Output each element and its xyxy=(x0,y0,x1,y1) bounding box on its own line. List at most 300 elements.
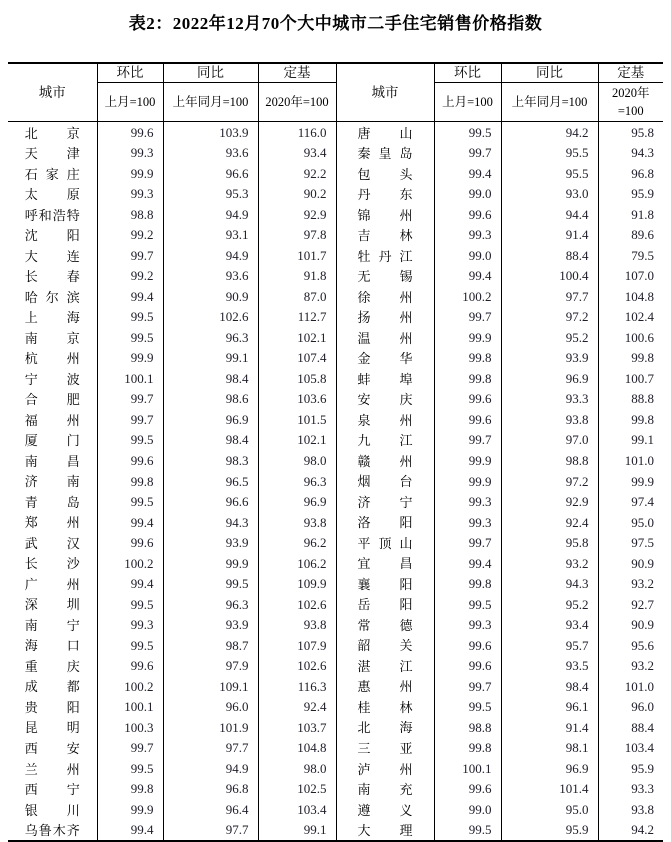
table-row xyxy=(8,820,663,842)
city-name: 沈阳 xyxy=(24,228,80,244)
yoy-value-right: 93.4 xyxy=(501,614,598,635)
city-name: 厦门 xyxy=(24,433,80,449)
fixed-value-right: 95.9 xyxy=(598,758,663,779)
price-index-table xyxy=(8,62,663,842)
yoy-value-right: 93.2 xyxy=(501,553,598,574)
yoy-value-left: 93.9 xyxy=(163,614,258,635)
city-name: 金华 xyxy=(357,351,413,367)
yoy-value-right: 95.7 xyxy=(501,635,598,656)
city-cell-right xyxy=(336,163,434,184)
yoy-value-right: 92.4 xyxy=(501,512,598,533)
city-cell-left xyxy=(8,163,97,184)
table-row xyxy=(8,327,663,348)
city-cell-right xyxy=(336,635,434,656)
header-yoy-left: 同比 xyxy=(163,63,258,83)
mom-value-left: 99.7 xyxy=(97,245,163,266)
city-name: 南京 xyxy=(24,330,80,346)
city-cell-right xyxy=(336,799,434,820)
fixed-value-right: 93.3 xyxy=(598,779,663,800)
fixed-value-left: 92.4 xyxy=(258,696,336,717)
mom-value-right: 99.0 xyxy=(434,245,501,266)
fixed-value-left: 96.3 xyxy=(258,471,336,492)
city-name: 银川 xyxy=(24,802,80,818)
yoy-value-right: 101.4 xyxy=(501,779,598,800)
city-cell-left xyxy=(8,327,97,348)
yoy-value-left: 96.3 xyxy=(163,327,258,348)
mom-value-left: 99.2 xyxy=(97,225,163,246)
city-cell-left xyxy=(8,430,97,451)
fixed-value-left: 91.8 xyxy=(258,266,336,287)
mom-value-left: 99.6 xyxy=(97,532,163,553)
city-name: 天津 xyxy=(24,146,80,162)
city-name: 南昌 xyxy=(24,453,80,469)
city-name: 北京 xyxy=(24,125,80,141)
fixed-value-left: 101.5 xyxy=(258,409,336,430)
header-yoy-base-right: 上年同月=100 xyxy=(501,83,598,122)
table-row xyxy=(8,450,663,471)
header-mom-base-left: 上月=100 xyxy=(97,83,163,122)
table-row xyxy=(8,696,663,717)
yoy-value-left: 97.7 xyxy=(163,737,258,758)
yoy-value-right: 93.3 xyxy=(501,389,598,410)
city-name: 包头 xyxy=(357,166,413,182)
yoy-value-left: 93.1 xyxy=(163,225,258,246)
mom-value-right: 99.5 xyxy=(434,820,501,842)
fixed-value-left: 93.4 xyxy=(258,143,336,164)
mom-value-left: 99.3 xyxy=(97,614,163,635)
mom-value-right: 99.4 xyxy=(434,163,501,184)
city-name: 深圳 xyxy=(24,597,80,613)
city-cell-right xyxy=(336,266,434,287)
header-city-right: 城市 xyxy=(336,63,434,122)
city-cell-left xyxy=(8,799,97,820)
mom-value-left: 99.7 xyxy=(97,409,163,430)
mom-value-left: 99.3 xyxy=(97,184,163,205)
city-cell-right xyxy=(336,450,434,471)
yoy-value-right: 93.8 xyxy=(501,409,598,430)
mom-value-right: 99.8 xyxy=(434,348,501,369)
yoy-value-right: 95.5 xyxy=(501,163,598,184)
fixed-value-left: 92.2 xyxy=(258,163,336,184)
table-row xyxy=(8,286,663,307)
yoy-value-right: 96.9 xyxy=(501,758,598,779)
city-name: 长沙 xyxy=(24,556,80,572)
fixed-value-left: 105.8 xyxy=(258,368,336,389)
city-cell-left xyxy=(8,122,97,143)
table-row xyxy=(8,266,663,287)
city-cell-right xyxy=(336,368,434,389)
mom-value-left: 99.5 xyxy=(97,491,163,512)
city-cell-right xyxy=(336,614,434,635)
city-cell-right xyxy=(336,471,434,492)
city-cell-right xyxy=(336,430,434,451)
yoy-value-right: 98.1 xyxy=(501,737,598,758)
city-cell-left xyxy=(8,655,97,676)
table-row xyxy=(8,676,663,697)
header-mom-left: 环比 xyxy=(97,63,163,83)
city-name: 丹东 xyxy=(357,187,413,203)
yoy-value-right: 95.2 xyxy=(501,594,598,615)
city-name: 济宁 xyxy=(357,494,413,510)
mom-value-right: 99.8 xyxy=(434,573,501,594)
city-cell-right xyxy=(336,512,434,533)
fixed-value-left: 90.2 xyxy=(258,184,336,205)
mom-value-left: 99.6 xyxy=(97,450,163,471)
city-cell-right xyxy=(336,696,434,717)
mom-value-left: 99.2 xyxy=(97,266,163,287)
fixed-value-left: 92.9 xyxy=(258,204,336,225)
table-row xyxy=(8,512,663,533)
mom-value-right: 99.6 xyxy=(434,655,501,676)
yoy-value-left: 94.9 xyxy=(163,245,258,266)
fixed-value-left: 98.0 xyxy=(258,450,336,471)
mom-value-right: 99.7 xyxy=(434,307,501,328)
yoy-value-right: 97.2 xyxy=(501,471,598,492)
fixed-value-left: 102.1 xyxy=(258,327,336,348)
city-cell-left xyxy=(8,573,97,594)
table-row xyxy=(8,799,663,820)
city-name: 韶关 xyxy=(357,638,413,654)
mom-value-right: 99.4 xyxy=(434,266,501,287)
fixed-value-left: 104.8 xyxy=(258,737,336,758)
city-cell-left xyxy=(8,266,97,287)
city-cell-left xyxy=(8,512,97,533)
city-name: 哈尔滨 xyxy=(24,289,80,305)
table-header xyxy=(8,63,663,122)
yoy-value-right: 95.9 xyxy=(501,820,598,842)
mom-value-left: 99.4 xyxy=(97,286,163,307)
yoy-value-left: 103.9 xyxy=(163,122,258,143)
city-name: 三亚 xyxy=(357,740,413,756)
mom-value-left: 99.4 xyxy=(97,573,163,594)
city-name: 长春 xyxy=(24,269,80,285)
city-name: 大理 xyxy=(357,823,413,839)
fixed-value-right: 100.7 xyxy=(598,368,663,389)
table-title: 表2：2022年12月70个大中城市二手住宅销售价格指数 xyxy=(128,14,543,33)
fixed-value-right: 88.8 xyxy=(598,389,663,410)
yoy-value-left: 94.3 xyxy=(163,512,258,533)
city-cell-right xyxy=(336,491,434,512)
header-fixed-right: 定基 xyxy=(598,63,663,83)
fixed-value-right: 88.4 xyxy=(598,717,663,738)
mom-value-left: 99.3 xyxy=(97,143,163,164)
mom-value-left: 100.2 xyxy=(97,553,163,574)
header-fixed-left: 定基 xyxy=(258,63,336,83)
yoy-value-left: 98.3 xyxy=(163,450,258,471)
city-cell-left xyxy=(8,635,97,656)
fixed-value-right: 95.9 xyxy=(598,184,663,205)
city-name: 贵阳 xyxy=(24,699,80,715)
fixed-value-left: 107.4 xyxy=(258,348,336,369)
fixed-value-right: 95.0 xyxy=(598,512,663,533)
city-cell-right xyxy=(336,389,434,410)
yoy-value-left: 96.0 xyxy=(163,696,258,717)
yoy-value-right: 97.2 xyxy=(501,307,598,328)
city-name: 呼和浩特 xyxy=(24,207,80,223)
mom-value-right: 100.1 xyxy=(434,758,501,779)
yoy-value-right: 96.1 xyxy=(501,696,598,717)
city-name: 桂林 xyxy=(357,699,413,715)
city-cell-right xyxy=(336,409,434,430)
table-row xyxy=(8,717,663,738)
city-cell-left xyxy=(8,614,97,635)
yoy-value-right: 95.8 xyxy=(501,532,598,553)
fixed-value-right: 99.8 xyxy=(598,348,663,369)
city-name: 九江 xyxy=(357,433,413,449)
fixed-value-left: 96.2 xyxy=(258,532,336,553)
yoy-value-left: 90.9 xyxy=(163,286,258,307)
fixed-value-left: 102.1 xyxy=(258,430,336,451)
mom-value-right: 99.6 xyxy=(434,204,501,225)
yoy-value-right: 93.5 xyxy=(501,655,598,676)
mom-value-right: 99.3 xyxy=(434,491,501,512)
city-cell-left xyxy=(8,225,97,246)
mom-value-right: 99.9 xyxy=(434,471,501,492)
city-cell-right xyxy=(336,594,434,615)
city-cell-left xyxy=(8,553,97,574)
city-cell-left xyxy=(8,204,97,225)
header-row-2 xyxy=(8,83,663,122)
mom-value-right: 99.5 xyxy=(434,594,501,615)
mom-value-left: 100.2 xyxy=(97,676,163,697)
mom-value-right: 99.3 xyxy=(434,225,501,246)
city-cell-right xyxy=(336,348,434,369)
yoy-value-right: 100.4 xyxy=(501,266,598,287)
yoy-value-left: 109.1 xyxy=(163,676,258,697)
fixed-value-right: 95.8 xyxy=(598,122,663,143)
fixed-value-left: 103.6 xyxy=(258,389,336,410)
header-city-left: 城市 xyxy=(8,63,97,122)
yoy-value-left: 96.4 xyxy=(163,799,258,820)
city-name: 温州 xyxy=(357,330,413,346)
fixed-value-left: 109.9 xyxy=(258,573,336,594)
mom-value-left: 99.6 xyxy=(97,655,163,676)
city-name: 海口 xyxy=(24,638,80,654)
city-name: 常德 xyxy=(357,617,413,633)
city-name: 乌鲁木齐 xyxy=(24,823,80,839)
city-name: 宜昌 xyxy=(357,556,413,572)
table-row xyxy=(8,143,663,164)
city-name: 上海 xyxy=(24,310,80,326)
city-cell-right xyxy=(336,532,434,553)
mom-value-right: 100.2 xyxy=(434,286,501,307)
fixed-value-right: 102.4 xyxy=(598,307,663,328)
fixed-value-left: 103.7 xyxy=(258,717,336,738)
mom-value-right: 99.3 xyxy=(434,512,501,533)
mom-value-right: 99.7 xyxy=(434,430,501,451)
mom-value-right: 99.3 xyxy=(434,614,501,635)
fixed-value-right: 89.6 xyxy=(598,225,663,246)
city-name: 扬州 xyxy=(357,310,413,326)
yoy-value-left: 95.3 xyxy=(163,184,258,205)
yoy-value-right: 93.0 xyxy=(501,184,598,205)
mom-value-left: 99.5 xyxy=(97,327,163,348)
mom-value-right: 99.4 xyxy=(434,553,501,574)
yoy-value-left: 96.5 xyxy=(163,471,258,492)
city-name: 徐州 xyxy=(357,289,413,305)
city-name: 昆明 xyxy=(24,720,80,736)
mom-value-right: 99.0 xyxy=(434,799,501,820)
yoy-value-left: 96.6 xyxy=(163,163,258,184)
yoy-value-right: 98.4 xyxy=(501,676,598,697)
city-cell-right xyxy=(336,655,434,676)
yoy-value-right: 94.3 xyxy=(501,573,598,594)
city-cell-left xyxy=(8,368,97,389)
mom-value-left: 99.5 xyxy=(97,758,163,779)
fixed-value-right: 99.1 xyxy=(598,430,663,451)
fixed-value-left: 112.7 xyxy=(258,307,336,328)
city-cell-right xyxy=(336,758,434,779)
fixed-value-right: 103.4 xyxy=(598,737,663,758)
mom-value-right: 99.6 xyxy=(434,635,501,656)
city-cell-left xyxy=(8,245,97,266)
city-cell-right xyxy=(336,327,434,348)
fixed-value-right: 107.0 xyxy=(598,266,663,287)
mom-value-left: 99.4 xyxy=(97,512,163,533)
mom-value-left: 99.8 xyxy=(97,471,163,492)
table-row xyxy=(8,389,663,410)
city-name: 石家庄 xyxy=(24,166,80,182)
city-name: 大连 xyxy=(24,248,80,264)
mom-value-left: 99.7 xyxy=(97,389,163,410)
city-name: 杭州 xyxy=(24,351,80,367)
mom-value-right: 99.7 xyxy=(434,676,501,697)
yoy-value-left: 102.6 xyxy=(163,307,258,328)
table-row xyxy=(8,737,663,758)
city-name: 福州 xyxy=(24,412,80,428)
yoy-value-left: 96.6 xyxy=(163,491,258,512)
fixed-value-right: 91.8 xyxy=(598,204,663,225)
city-name: 宁波 xyxy=(24,371,80,387)
fixed-value-left: 98.0 xyxy=(258,758,336,779)
mom-value-left: 99.5 xyxy=(97,635,163,656)
mom-value-left: 100.1 xyxy=(97,696,163,717)
fixed-value-right: 92.7 xyxy=(598,594,663,615)
mom-value-right: 99.6 xyxy=(434,389,501,410)
yoy-value-right: 95.2 xyxy=(501,327,598,348)
table-row xyxy=(8,368,663,389)
mom-value-left: 99.5 xyxy=(97,594,163,615)
table-body xyxy=(8,122,663,842)
yoy-value-right: 97.0 xyxy=(501,430,598,451)
city-cell-left xyxy=(8,758,97,779)
mom-value-right: 99.6 xyxy=(434,779,501,800)
city-cell-right xyxy=(336,184,434,205)
city-name: 遵义 xyxy=(357,802,413,818)
city-cell-right xyxy=(336,553,434,574)
table-row xyxy=(8,553,663,574)
header-mom-right: 环比 xyxy=(434,63,501,83)
yoy-value-left: 99.9 xyxy=(163,553,258,574)
yoy-value-right: 94.2 xyxy=(501,122,598,143)
yoy-value-right: 96.9 xyxy=(501,368,598,389)
yoy-value-left: 96.3 xyxy=(163,594,258,615)
header-yoy-right: 同比 xyxy=(501,63,598,83)
fixed-value-left: 97.8 xyxy=(258,225,336,246)
table-row xyxy=(8,779,663,800)
fixed-value-right: 101.0 xyxy=(598,676,663,697)
table-row xyxy=(8,245,663,266)
fixed-value-left: 107.9 xyxy=(258,635,336,656)
fixed-value-right: 93.2 xyxy=(598,573,663,594)
fixed-value-left: 93.8 xyxy=(258,512,336,533)
city-name: 南充 xyxy=(357,782,413,798)
city-cell-right xyxy=(336,717,434,738)
fixed-value-right: 97.4 xyxy=(598,491,663,512)
city-name: 平顶山 xyxy=(357,535,413,551)
yoy-value-left: 98.7 xyxy=(163,635,258,656)
mom-value-right: 99.8 xyxy=(434,368,501,389)
city-cell-left xyxy=(8,409,97,430)
table-row xyxy=(8,491,663,512)
fixed-value-right: 94.3 xyxy=(598,143,663,164)
city-cell-right xyxy=(336,737,434,758)
city-name: 吉林 xyxy=(357,228,413,244)
city-name: 无锡 xyxy=(357,269,413,285)
city-name: 青岛 xyxy=(24,494,80,510)
header-yoy-base-left: 上年同月=100 xyxy=(163,83,258,122)
city-name: 唐山 xyxy=(357,125,413,141)
mom-value-right: 99.7 xyxy=(434,143,501,164)
yoy-value-right: 91.4 xyxy=(501,225,598,246)
city-name: 泸州 xyxy=(357,761,413,777)
yoy-value-left: 98.4 xyxy=(163,368,258,389)
city-cell-right xyxy=(336,307,434,328)
city-name: 惠州 xyxy=(357,679,413,695)
city-name: 秦皇岛 xyxy=(357,146,413,162)
fixed-value-right: 95.6 xyxy=(598,635,663,656)
city-name: 赣州 xyxy=(357,453,413,469)
table-row xyxy=(8,409,663,430)
table-row xyxy=(8,635,663,656)
mom-value-left: 99.5 xyxy=(97,307,163,328)
fixed-value-left: 99.1 xyxy=(258,820,336,842)
city-cell-right xyxy=(336,676,434,697)
table-row xyxy=(8,594,663,615)
fixed-value-right: 99.9 xyxy=(598,471,663,492)
fixed-value-left: 103.4 xyxy=(258,799,336,820)
fixed-value-left: 101.7 xyxy=(258,245,336,266)
yoy-value-right: 93.9 xyxy=(501,348,598,369)
table-row xyxy=(8,614,663,635)
yoy-value-right: 91.4 xyxy=(501,717,598,738)
mom-value-left: 99.8 xyxy=(97,779,163,800)
city-cell-right xyxy=(336,286,434,307)
city-cell-left xyxy=(8,491,97,512)
fixed-value-left: 102.5 xyxy=(258,779,336,800)
city-name: 成都 xyxy=(24,679,80,695)
city-cell-left xyxy=(8,307,97,328)
city-cell-left xyxy=(8,450,97,471)
city-name: 武汉 xyxy=(24,535,80,551)
header-row-1 xyxy=(8,63,663,83)
city-cell-left xyxy=(8,696,97,717)
city-name: 襄阳 xyxy=(357,576,413,592)
yoy-value-left: 97.9 xyxy=(163,655,258,676)
fixed-value-left: 93.8 xyxy=(258,614,336,635)
yoy-value-left: 97.7 xyxy=(163,820,258,842)
mom-value-right: 99.6 xyxy=(434,409,501,430)
fixed-value-left: 116.0 xyxy=(258,122,336,143)
mom-value-left: 99.4 xyxy=(97,820,163,842)
mom-value-right: 99.5 xyxy=(434,696,501,717)
city-name: 济南 xyxy=(24,474,80,490)
city-name: 烟台 xyxy=(357,474,413,490)
mom-value-right: 99.9 xyxy=(434,450,501,471)
mom-value-left: 99.9 xyxy=(97,163,163,184)
fixed-value-right: 100.6 xyxy=(598,327,663,348)
yoy-value-left: 99.5 xyxy=(163,573,258,594)
